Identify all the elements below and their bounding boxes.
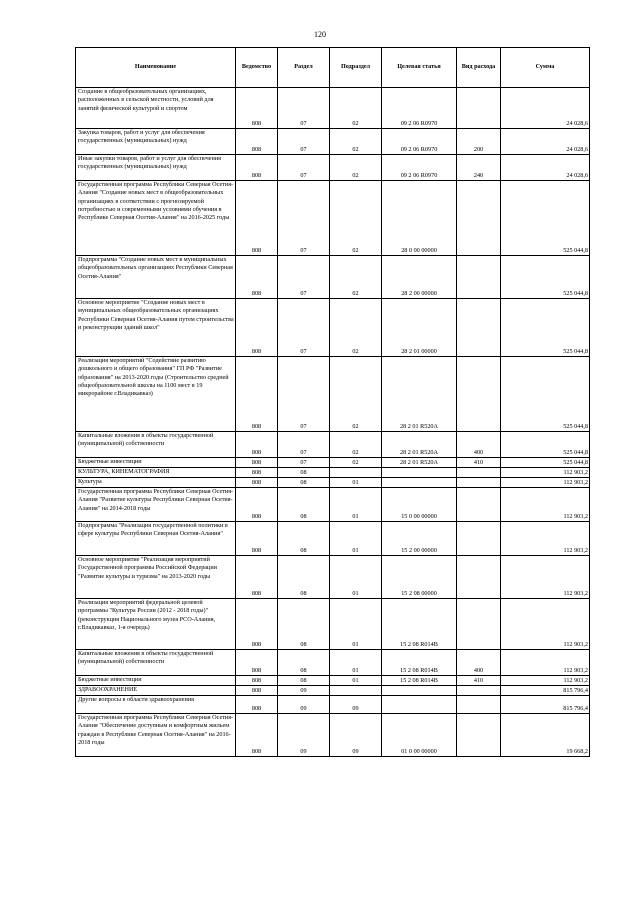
table-row bbox=[76, 129, 590, 155]
row-name: ЗДРАВООХРАНЕНИЕ bbox=[76, 686, 236, 696]
row-target-article: 01 0 00 00000 bbox=[382, 714, 457, 757]
row-expense-type bbox=[457, 357, 501, 432]
row-sum: 112 903,2 bbox=[501, 478, 590, 488]
row-section: 07 bbox=[278, 432, 330, 458]
row-subsection: 01 bbox=[330, 650, 382, 676]
row-name: Основное мероприятие "Создание новых мест в муниципальных общеобразовательных организациях Республики Северная Осетия-Алания путем строительства и реконструкции зданий школ" bbox=[76, 299, 236, 357]
page-number: 120 bbox=[314, 30, 326, 39]
row-expense-type bbox=[457, 696, 501, 714]
row-sum: 112 903,2 bbox=[501, 522, 590, 556]
row-sum: 24 028,6 bbox=[501, 155, 590, 181]
row-expense-type: 240 bbox=[457, 155, 501, 181]
table-row bbox=[76, 468, 590, 478]
row-section: 08 bbox=[278, 676, 330, 686]
row-department: 808 bbox=[236, 129, 278, 155]
row-name: Иные закупки товаров, работ и услуг для обеспечения государственных (муниципальных) нужд bbox=[76, 155, 236, 181]
row-target-article: 28 0 00 00000 bbox=[382, 181, 457, 256]
row-department: 808 bbox=[236, 299, 278, 357]
row-department: 808 bbox=[236, 676, 278, 686]
row-target-article: 15 2 08 R014B bbox=[382, 650, 457, 676]
row-department: 808 bbox=[236, 181, 278, 256]
row-sum: 112 903,2 bbox=[501, 468, 590, 478]
row-sum: 112 903,2 bbox=[501, 488, 590, 522]
row-expense-type bbox=[457, 88, 501, 129]
row-name: Культура bbox=[76, 478, 236, 488]
row-sum: 525 044,8 bbox=[501, 432, 590, 458]
row-department: 808 bbox=[236, 432, 278, 458]
row-target-article: 28 2 01 00000 bbox=[382, 299, 457, 357]
table-row bbox=[76, 256, 590, 299]
row-expense-type: 410 bbox=[457, 676, 501, 686]
row-department: 808 bbox=[236, 556, 278, 599]
row-expense-type: 400 bbox=[457, 432, 501, 458]
row-sum: 815 796,4 bbox=[501, 686, 590, 696]
row-name: Государственная программа Республики Северная Осетия-Алания "Создание новых мест в общеобразовательных организациях в соответствии с прогнозируемой потребностью и современными условиями обучения в Республике Северная Осетия-Алания" на 2016-2025 годы bbox=[76, 181, 236, 256]
row-target-article: 15 0 00 00000 bbox=[382, 488, 457, 522]
row-department: 808 bbox=[236, 599, 278, 650]
row-target-article bbox=[382, 468, 457, 478]
row-department: 808 bbox=[236, 522, 278, 556]
row-sum: 525 044,8 bbox=[501, 299, 590, 357]
table-row bbox=[76, 299, 590, 357]
row-target-article: 15 2 08 R014B bbox=[382, 599, 457, 650]
row-name: Закупка товаров, работ и услуг для обеспечения государственных (муниципальных) нужд bbox=[76, 129, 236, 155]
table-row bbox=[76, 522, 590, 556]
row-target-article: 09 2 06 R0970 bbox=[382, 88, 457, 129]
row-department: 808 bbox=[236, 256, 278, 299]
row-subsection: 02 bbox=[330, 299, 382, 357]
row-expense-type: 410 bbox=[457, 458, 501, 468]
table-row bbox=[76, 676, 590, 686]
table-row bbox=[76, 488, 590, 522]
row-target-article: 15 2 08 R014B bbox=[382, 676, 457, 686]
column-header: Вид расхода bbox=[457, 48, 501, 88]
table-row bbox=[76, 556, 590, 599]
row-section: 07 bbox=[278, 181, 330, 256]
row-expense-type bbox=[457, 488, 501, 522]
row-name: Реализация мероприятий федеральной целевой программы "Культура России (2012 - 2018 годы)" (реконструкция Национального музея РСО-Алания, г.Владикавказ, 1-я очередь) bbox=[76, 599, 236, 650]
row-subsection: 09 bbox=[330, 714, 382, 757]
row-expense-type: 400 bbox=[457, 650, 501, 676]
row-subsection bbox=[330, 468, 382, 478]
row-section: 07 bbox=[278, 357, 330, 432]
row-department: 808 bbox=[236, 488, 278, 522]
row-expense-type bbox=[457, 686, 501, 696]
row-section: 08 bbox=[278, 478, 330, 488]
row-department: 808 bbox=[236, 650, 278, 676]
row-sum: 112 903,2 bbox=[501, 556, 590, 599]
row-name: КУЛЬТУРА, КИНЕМАТОГРАФИЯ bbox=[76, 468, 236, 478]
row-section: 09 bbox=[278, 686, 330, 696]
row-expense-type bbox=[457, 522, 501, 556]
column-header: Ведомство bbox=[236, 48, 278, 88]
row-expense-type bbox=[457, 181, 501, 256]
row-department: 808 bbox=[236, 696, 278, 714]
row-subsection: 01 bbox=[330, 676, 382, 686]
row-target-article bbox=[382, 478, 457, 488]
row-subsection: 02 bbox=[330, 458, 382, 468]
row-target-article bbox=[382, 696, 457, 714]
table-row bbox=[76, 686, 590, 696]
row-subsection: 02 bbox=[330, 256, 382, 299]
table-row bbox=[76, 478, 590, 488]
table-row bbox=[76, 599, 590, 650]
row-subsection: 01 bbox=[330, 556, 382, 599]
row-expense-type bbox=[457, 714, 501, 757]
row-section: 08 bbox=[278, 522, 330, 556]
row-subsection: 01 bbox=[330, 522, 382, 556]
row-expense-type bbox=[457, 556, 501, 599]
table-row bbox=[76, 155, 590, 181]
row-section: 09 bbox=[278, 696, 330, 714]
row-department: 808 bbox=[236, 88, 278, 129]
table-row bbox=[76, 458, 590, 468]
row-name: Бюджетные инвестиции bbox=[76, 676, 236, 686]
row-target-article: 09 2 06 R0970 bbox=[382, 129, 457, 155]
budget-table bbox=[75, 47, 590, 757]
table-row bbox=[76, 88, 590, 129]
row-sum: 815 796,4 bbox=[501, 696, 590, 714]
row-name: Государственная программа Республики Северная Осетия-Алания "Развитие культуры Республики Северная Осетия-Алания" на 2014-2018 годы bbox=[76, 488, 236, 522]
row-department: 808 bbox=[236, 468, 278, 478]
row-target-article: 09 2 06 R0970 bbox=[382, 155, 457, 181]
row-section: 08 bbox=[278, 488, 330, 522]
row-target-article: 15 2 00 00000 bbox=[382, 522, 457, 556]
row-subsection: 09 bbox=[330, 696, 382, 714]
row-expense-type bbox=[457, 256, 501, 299]
row-section: 08 bbox=[278, 468, 330, 478]
row-section: 08 bbox=[278, 556, 330, 599]
row-name: Государственная программа Республики Северная Осетия-Алания "Обеспечение доступным и комфортным жильем граждан в Республике Северная Осетия-Алания" на 2016-2018 годы bbox=[76, 714, 236, 757]
row-expense-type bbox=[457, 299, 501, 357]
row-expense-type: 200 bbox=[457, 129, 501, 155]
header-row bbox=[76, 48, 590, 88]
row-name: Реализация мероприятий "Содействие развитию дошкольного и общего образования" ГП РФ "Развитие образования" на 2013-2020 годы (Строительство средней общеобразовательной школы на 1100 мест в 19 микрорайоне г.Владикавказ) bbox=[76, 357, 236, 432]
row-name: Создание в общеобразовательных организациях, расположенных в сельской местности, условий для занятий физической культурой и спортом bbox=[76, 88, 236, 129]
row-expense-type bbox=[457, 599, 501, 650]
row-subsection: 01 bbox=[330, 488, 382, 522]
row-name: Капитальные вложения в объекты государственной (муниципальной) собственности bbox=[76, 432, 236, 458]
row-section: 07 bbox=[278, 155, 330, 181]
row-subsection: 02 bbox=[330, 88, 382, 129]
row-subsection bbox=[330, 686, 382, 696]
row-subsection: 02 bbox=[330, 432, 382, 458]
table-row bbox=[76, 181, 590, 256]
row-sum: 112 903,2 bbox=[501, 650, 590, 676]
row-sum: 525 044,8 bbox=[501, 181, 590, 256]
row-sum: 24 028,6 bbox=[501, 129, 590, 155]
row-sum: 19 668,2 bbox=[501, 714, 590, 757]
row-subsection: 02 bbox=[330, 129, 382, 155]
table-row bbox=[76, 650, 590, 676]
row-name: Подпрограмма "Реализация государственной политики в сфере культуры Республики Северная Осетия-Алания" bbox=[76, 522, 236, 556]
table-row bbox=[76, 714, 590, 757]
row-expense-type bbox=[457, 468, 501, 478]
row-sum: 24 028,6 bbox=[501, 88, 590, 129]
row-name: Бюджетные инвестиции bbox=[76, 458, 236, 468]
row-subsection: 01 bbox=[330, 599, 382, 650]
row-subsection: 02 bbox=[330, 155, 382, 181]
row-sum: 525 044,8 bbox=[501, 357, 590, 432]
row-expense-type bbox=[457, 478, 501, 488]
column-header: Сумма bbox=[501, 48, 590, 88]
row-section: 07 bbox=[278, 458, 330, 468]
column-header: Целевая статья bbox=[382, 48, 457, 88]
row-sum: 525 044,8 bbox=[501, 256, 590, 299]
table-row bbox=[76, 432, 590, 458]
row-target-article: 28 2 01 R520A bbox=[382, 357, 457, 432]
row-subsection: 02 bbox=[330, 357, 382, 432]
row-section: 07 bbox=[278, 299, 330, 357]
row-section: 09 bbox=[278, 714, 330, 757]
row-subsection: 02 bbox=[330, 181, 382, 256]
table-row bbox=[76, 357, 590, 432]
column-header: Раздел bbox=[278, 48, 330, 88]
row-target-article: 28 2 00 00000 bbox=[382, 256, 457, 299]
row-section: 07 bbox=[278, 129, 330, 155]
row-subsection: 01 bbox=[330, 478, 382, 488]
row-department: 808 bbox=[236, 458, 278, 468]
table-row bbox=[76, 696, 590, 714]
row-name: Капитальные вложения в объекты государственной (муниципальной) собственности bbox=[76, 650, 236, 676]
row-name: Другие вопросы в области здравоохранения bbox=[76, 696, 236, 714]
row-section: 07 bbox=[278, 256, 330, 299]
row-name: Подпрограмма "Создание новых мест в муниципальных общеобразовательных организациях Республики Северная Осетия-Алания" bbox=[76, 256, 236, 299]
row-target-article bbox=[382, 686, 457, 696]
row-section: 07 bbox=[278, 88, 330, 129]
column-header: Подраздел bbox=[330, 48, 382, 88]
row-target-article: 28 2 01 R520A bbox=[382, 458, 457, 468]
row-target-article: 28 2 01 R520A bbox=[382, 432, 457, 458]
row-section: 08 bbox=[278, 599, 330, 650]
row-department: 808 bbox=[236, 686, 278, 696]
row-section: 08 bbox=[278, 650, 330, 676]
row-department: 808 bbox=[236, 357, 278, 432]
row-target-article: 15 2 08 00000 bbox=[382, 556, 457, 599]
row-sum: 112 903,2 bbox=[501, 676, 590, 686]
row-department: 808 bbox=[236, 478, 278, 488]
row-department: 808 bbox=[236, 714, 278, 757]
column-header: Наименование bbox=[76, 48, 236, 88]
row-sum: 112 903,2 bbox=[501, 599, 590, 650]
row-department: 808 bbox=[236, 155, 278, 181]
row-sum: 525 044,8 bbox=[501, 458, 590, 468]
row-name: Основное мероприятие "Реализация мероприятий Государственной программы Российской Федерации "Развитие культуры и туризма" на 2013-2020 годы bbox=[76, 556, 236, 599]
